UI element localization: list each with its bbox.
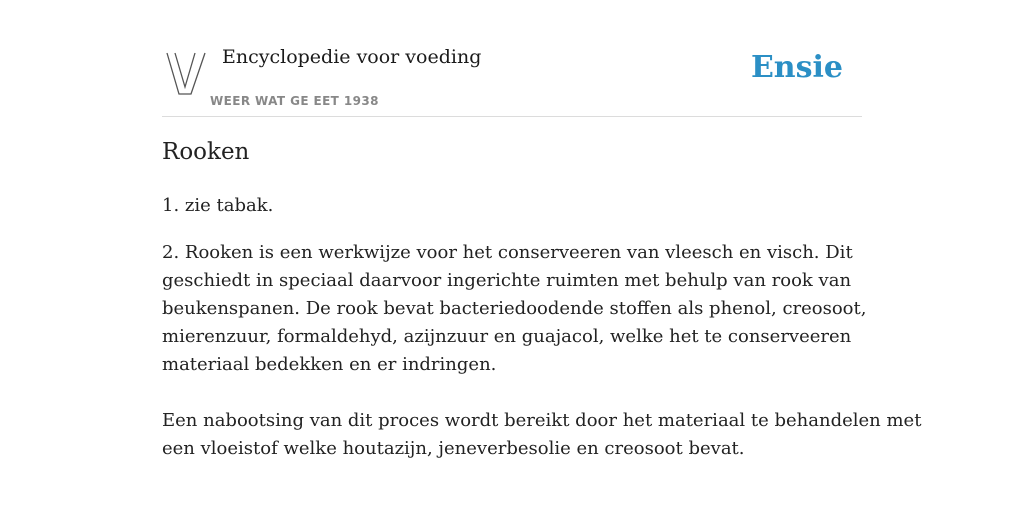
source-title[interactable]: Encyclopedie voor voeding [222, 46, 482, 68]
source-subtitle: WEER WAT GE EET 1938 [210, 94, 379, 108]
paragraph-2-line: materiaal bedekken en er indringen. [162, 354, 497, 375]
paragraph-spacer [162, 379, 862, 407]
paragraph-2-line: 2. Rooken is een werkwijze voor het conserveeren van vleesch en visch. Dit [162, 242, 853, 263]
paragraph-2-line: geschiedt in speciaal daarvoor ingerichte ruimten met behulp van rook van [162, 270, 852, 291]
entry-body [162, 192, 922, 463]
v-logo-icon[interactable] [165, 49, 207, 97]
paragraph-3-line: een vloeistof welke houtazijn, jeneverbesolie en creosoot bevat. [162, 438, 745, 459]
paragraph-1: 1. zie tabak. [162, 195, 274, 216]
ensie-brand-link[interactable]: Ensie [750, 50, 843, 85]
paragraph-2-line: mierenzuur, formaldehyd, azijnzuur en guajacol, welke het te conserveeren [162, 326, 852, 347]
source-header [162, 40, 862, 117]
entry-title: Rooken [162, 139, 250, 165]
paragraph-2-line: beukenspanen. De rook bevat bacteriedoodende stoffen als phenol, creosoot, [162, 298, 867, 319]
paragraph-3-line: Een nabootsing van dit proces wordt bereikt door het materiaal te behandelen met [162, 410, 922, 431]
